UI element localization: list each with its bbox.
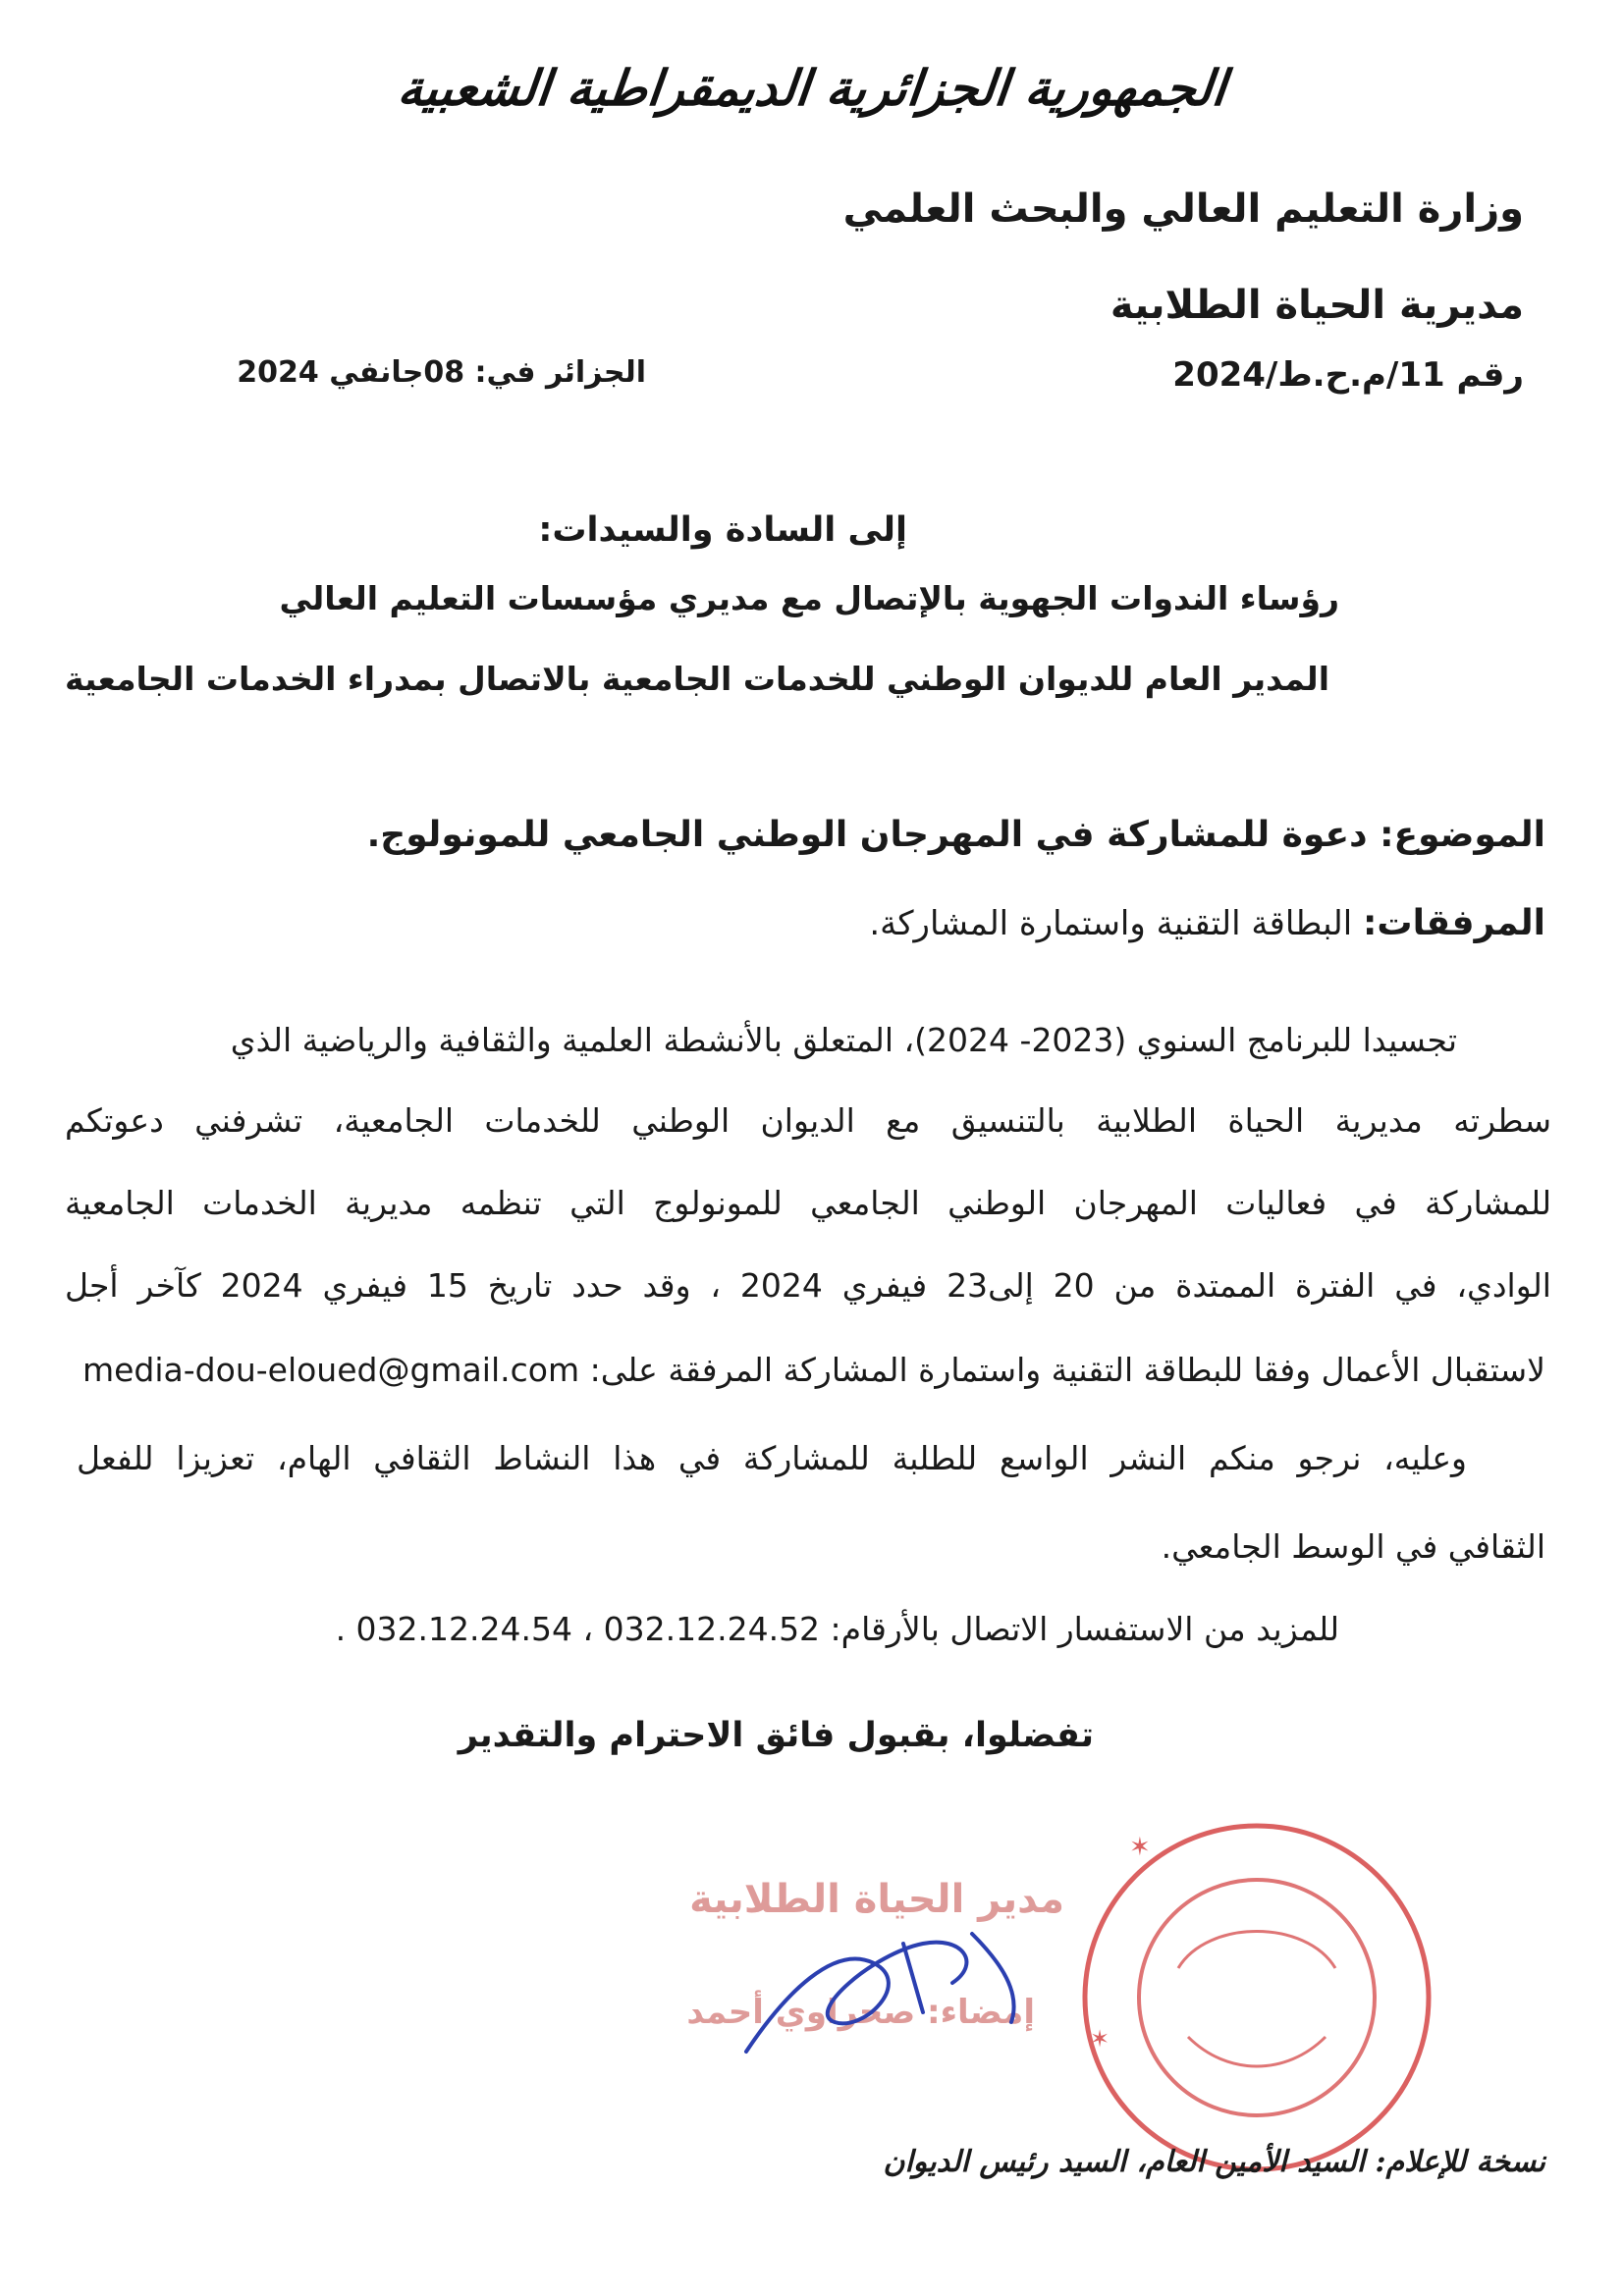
- subject-text: دعوة للمشاركة في المهرجان الوطني الجامعي للمونولوج.: [366, 815, 1380, 855]
- directorate-name: مديرية الحياة الطلابية: [1110, 283, 1524, 328]
- body-line-text: لاستقبال الأعمال وفقا للبطاقة التقنية واستمارة المشاركة المرفقة على:: [589, 1351, 1545, 1389]
- body-line: وعليه، نرجو منكم النشر الواسع للطلبة للمشاركة في هذا النشاط الثقافي الهام، تعزيزا للفعل: [77, 1439, 1467, 1477]
- recipient-line-2: المدير العام للديوان الوطني للخدمات الجامعية بالاتصال بمدراء الخدمات الجامعية: [64, 660, 1329, 698]
- svg-text:✶: ✶: [1129, 1833, 1151, 1862]
- body-line: الوادي، في الفترة الممتدة من 20 إلى23 فيفري 2024 ، وقد حدد تاريخ 15 فيفري 2024 كآخر أجل: [65, 1266, 1551, 1305]
- contact-email[interactable]: media-dou-eloued@gmail.com: [81, 1351, 580, 1389]
- body-line: تجسيدا للبرنامج السنوي (2023- 2024)، المتعلق بالأنشطة العلمية والثقافية والرياضية الذي: [230, 1021, 1457, 1059]
- svg-text:✶: ✶: [1090, 2025, 1110, 2053]
- attachments-text: البطاقة التقنية واستمارة المشاركة.: [869, 904, 1364, 943]
- subject-line: [367, 815, 1545, 855]
- inquiry-phone-line: للمزيد من الاستفسار الاتصال بالأرقام: 032.12.24.52 ، 032.12.24.54 .: [335, 1610, 1339, 1648]
- body-line: سطرته مديرية الحياة الطلابية بالتنسيق مع الديوان الوطني للخدمات الجامعية، تشرفني دعوتكم: [65, 1101, 1551, 1140]
- reference-number: رقم 11/م.ح.ط/2024: [1172, 355, 1524, 395]
- handwritten-signature: [727, 1904, 1041, 2081]
- body-line: الثقافي في الوسط الجامعي.: [1161, 1527, 1545, 1566]
- attachments-line: [869, 903, 1545, 943]
- attachments-label: المرفقات:: [1363, 903, 1545, 943]
- body-line: [82, 1351, 1545, 1389]
- closing-salutation: تفضلوا، بقبول فائق الاحترام والتقدير: [458, 1716, 1094, 1755]
- republic-heading: الجمهورية الجزائرية الديمقراطية الشعبية: [395, 59, 1229, 117]
- body-line: للمشاركة في فعاليات المهرجان الوطني الجامعي للمونولوج التي تنظمه مديرية الخدمات الجامعية: [65, 1184, 1551, 1222]
- subject-label: الموضوع:: [1380, 815, 1545, 855]
- official-stamp: [1070, 1811, 1443, 2184]
- letter-date: الجزائر في: 08جانفي 2024: [237, 355, 646, 390]
- recipients-title: إلى السادة والسيدات:: [538, 510, 907, 550]
- copy-notice: نسخة للإعلام: السيد الأمين العام، السيد رئيس الديوان: [883, 2145, 1545, 2179]
- signatory-title: مدير الحياة الطلابية: [689, 1877, 1064, 1922]
- signatory-name: إمضاء: صحراوي أحمد: [686, 1993, 1035, 2032]
- recipient-line-1: رؤساء الندوات الجهوية بالإتصال مع مديري مؤسسات التعليم العالي: [279, 579, 1339, 617]
- ministry-name: وزارة التعليم العالي والبحث العلمي: [842, 187, 1524, 232]
